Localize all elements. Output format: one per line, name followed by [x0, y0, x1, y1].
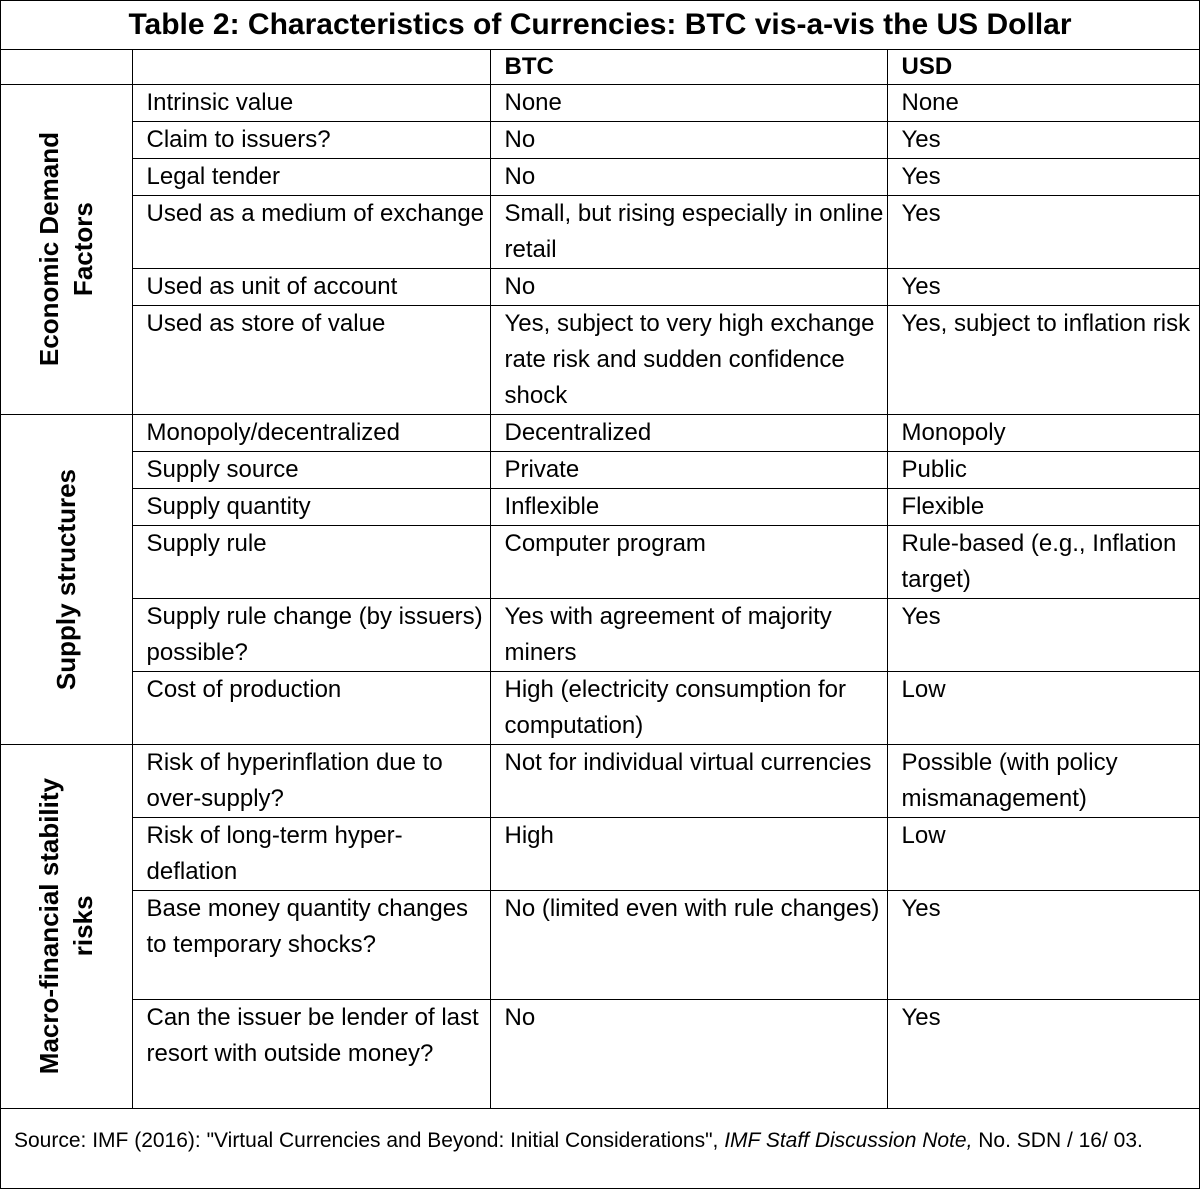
header-row: [1, 50, 1199, 85]
usd-cell: Yes, subject to inflation risk: [887, 306, 1199, 415]
btc-cell: No: [490, 159, 887, 196]
currency-table: [1, 50, 1199, 1109]
table-row: [1, 452, 1199, 489]
usd-cell: Yes: [887, 1000, 1199, 1109]
table-row: [1, 489, 1199, 526]
factor-cell: Risk of long-term hyper-deflation: [132, 818, 490, 891]
btc-cell: Not for individual virtual currencies: [490, 745, 887, 818]
group-label-cell: [1, 415, 132, 745]
table-row: [1, 85, 1199, 122]
btc-cell: Yes with agreement of majority miners: [490, 599, 887, 672]
btc-cell: Inflexible: [490, 489, 887, 526]
btc-cell: High (electricity consumption for computation): [490, 672, 887, 745]
factor-cell: Monopoly/decentralized: [132, 415, 490, 452]
usd-cell: Yes: [887, 599, 1199, 672]
usd-cell: Yes: [887, 159, 1199, 196]
usd-cell: Low: [887, 672, 1199, 745]
factor-cell: Cost of production: [132, 672, 490, 745]
table-title: Table 2: Characteristics of Currencies: BTC vis-a-vis the US Dollar: [1, 1, 1199, 50]
usd-cell: Yes: [887, 122, 1199, 159]
table-row: [1, 269, 1199, 306]
header-group: [1, 50, 132, 85]
factor-cell: Intrinsic value: [132, 85, 490, 122]
factor-cell: Used as unit of account: [132, 269, 490, 306]
factor-cell: Supply rule: [132, 526, 490, 599]
btc-cell: None: [490, 85, 887, 122]
table-row: [1, 415, 1199, 452]
table-row: [1, 672, 1199, 745]
btc-cell: Small, but rising especially in online retail: [490, 196, 887, 269]
factor-cell: Legal tender: [132, 159, 490, 196]
group-label-cell: [1, 85, 132, 415]
group-label: Supply structures: [51, 468, 82, 691]
table-row: [1, 159, 1199, 196]
usd-cell: Yes: [887, 269, 1199, 306]
table-row: [1, 306, 1199, 415]
btc-cell: No: [490, 122, 887, 159]
usd-cell: Yes: [887, 891, 1199, 1000]
usd-cell: Monopoly: [887, 415, 1199, 452]
source-publication: IMF Staff Discussion Note,: [724, 1129, 973, 1152]
table-row: [1, 745, 1199, 818]
factor-cell: Claim to issuers?: [132, 122, 490, 159]
factor-cell: Used as a medium of exchange: [132, 196, 490, 269]
usd-cell: None: [887, 85, 1199, 122]
usd-cell: Low: [887, 818, 1199, 891]
table-row: [1, 196, 1199, 269]
usd-cell: Yes: [887, 196, 1199, 269]
factor-cell: Risk of hyperinflation due to over-supply?: [132, 745, 490, 818]
btc-cell: No: [490, 1000, 887, 1109]
btc-cell: Computer program: [490, 526, 887, 599]
factor-cell: Supply source: [132, 452, 490, 489]
source-prefix: Source: IMF (2016): "Virtual Currencies and Beyond: Initial Considerations",: [14, 1129, 719, 1152]
table-row: [1, 599, 1199, 672]
usd-cell: Flexible: [887, 489, 1199, 526]
btc-cell: No (limited even with rule changes): [490, 891, 887, 1000]
group-label: Economic Demand Factors: [34, 132, 99, 367]
table-row: [1, 818, 1199, 891]
usd-cell: Possible (with policy mismanagement): [887, 745, 1199, 818]
group-label-cell: [1, 745, 132, 1109]
btc-cell: No: [490, 269, 887, 306]
factor-cell: Supply rule change (by issuers) possible?: [132, 599, 490, 672]
usd-cell: Public: [887, 452, 1199, 489]
factor-cell: Base money quantity changes to temporary shocks?: [132, 891, 490, 1000]
source-suffix: No. SDN / 16/ 03.: [978, 1129, 1143, 1152]
factor-cell: Supply quantity: [132, 489, 490, 526]
usd-cell: Rule-based (e.g., Inflation target): [887, 526, 1199, 599]
factor-cell: Can the issuer be lender of last resort with outside money?: [132, 1000, 490, 1109]
table-row: [1, 1000, 1199, 1109]
table-row: [1, 122, 1199, 159]
header-btc: BTC: [490, 50, 887, 85]
table-row: [1, 891, 1199, 1000]
table-row: [1, 526, 1199, 599]
btc-cell: Decentralized: [490, 415, 887, 452]
factor-cell: Used as store of value: [132, 306, 490, 415]
source-note: [14, 1124, 1186, 1158]
header-usd: USD: [887, 50, 1199, 85]
header-factor: [132, 50, 490, 85]
btc-cell: Yes, subject to very high exchange rate risk and sudden confidence shock: [490, 306, 887, 415]
btc-cell: Private: [490, 452, 887, 489]
group-label: Macro-financial stability risks: [34, 778, 99, 1075]
btc-cell: High: [490, 818, 887, 891]
